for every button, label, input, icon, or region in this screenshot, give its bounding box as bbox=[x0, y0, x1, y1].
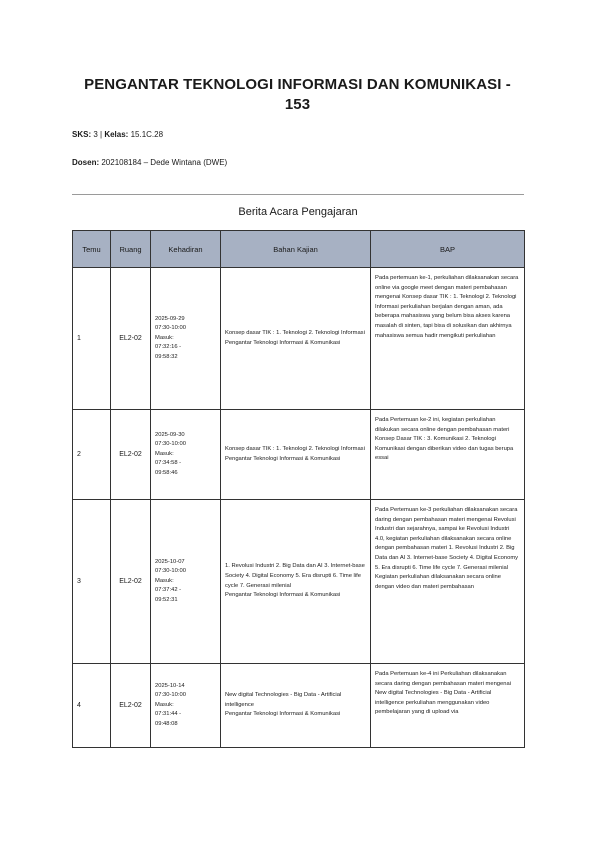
divider bbox=[72, 194, 524, 195]
temu-cell: 1 bbox=[73, 268, 111, 410]
sks-label: SKS: bbox=[72, 130, 92, 139]
temu-cell: 2 bbox=[73, 410, 111, 500]
kelas-label: Kelas: bbox=[104, 130, 129, 139]
bahan-kajian-cell: Konsep dasar TIK : 1. Teknologi 2. Teknologi Informasi Pengantar Teknologi Informasi & Komunikasi bbox=[221, 268, 371, 410]
dosen-label: Dosen: bbox=[72, 158, 100, 167]
course-info bbox=[72, 130, 163, 139]
kehadiran-cell: 2025-10-07 07:30-10:00 Masuk: 07:37:42 - 09:52:31 bbox=[151, 500, 221, 664]
table-row bbox=[73, 500, 525, 664]
kehadiran-cell: 2025-09-29 07:30-10:00 Masuk: 07:32:16 - 09:58:32 bbox=[151, 268, 221, 410]
teaching-record-table bbox=[72, 230, 525, 748]
bap-cell: Pada Pertemuan ke-4 ini Perkuliahan dilaksanakan secara daring dengan pembahasan materi mengenai New digital Technologies - Big Data - Artificial intelligence perkuliahan menggunakan video pembelajaran yang di upload via bbox=[371, 664, 525, 748]
kehadiran-cell: 2025-10-14 07:30-10:00 Masuk: 07:31:44 - 09:48:08 bbox=[151, 664, 221, 748]
header-temu: Temu bbox=[73, 231, 111, 268]
lecturer-info bbox=[72, 158, 227, 167]
bap-cell: Pada Pertemuan ke-2 ini, kegiatan perkuliahan dilakukan secara online dengan pembahasan materi Konsep Dasar TIK : 3. Komunikasi 2. Teknologi Komunikasi dengan diberikan video dan tugas berupa essai bbox=[371, 410, 525, 500]
header-bahan-kajian: Bahan Kajian bbox=[221, 231, 371, 268]
kelas-value: 15.1C.28 bbox=[128, 130, 164, 139]
table-row bbox=[73, 268, 525, 410]
course-title: PENGANTAR TEKNOLOGI INFORMASI DAN KOMUNIKASI - 153 bbox=[84, 76, 511, 113]
ruang-cell: EL2-02 bbox=[111, 500, 151, 664]
bahan-kajian-cell: 1. Revolusi Industri 2. Big Data dan AI 3. Internet-base Society 4. Digital Economy 5. Era disrupti 6. Time life cycle 7. Generasi milenial Pengantar Teknologi Informasi & Komunikasi bbox=[221, 500, 371, 664]
table-header-row bbox=[73, 231, 525, 268]
dosen-value: 202108184 – Dede Wintana (DWE) bbox=[99, 158, 228, 167]
kehadiran-cell: 2025-09-30 07:30-10:00 Masuk: 07:34:58 - 09:58:46 bbox=[151, 410, 221, 500]
table-row bbox=[73, 664, 525, 748]
header-kehadiran: Kehadiran bbox=[151, 231, 221, 268]
bahan-kajian-cell: New digital Technologies - Big Data - Artificial intelligence Pengantar Teknologi Informasi & Komunikasi bbox=[221, 664, 371, 748]
header-ruang: Ruang bbox=[111, 231, 151, 268]
ruang-cell: EL2-02 bbox=[111, 410, 151, 500]
section-title: Berita Acara Pengajaran bbox=[238, 206, 358, 218]
bahan-kajian-cell: Konsep dasar TIK : 1. Teknologi 2. Teknologi Informasi Pengantar Teknologi Informasi & Komunikasi bbox=[221, 410, 371, 500]
ruang-cell: EL2-02 bbox=[111, 268, 151, 410]
bap-cell: Pada Pertemuan ke-3 perkuliahan dilaksanakan secara daring dengan pembahasan materi mengenai Revolusi Industri dan sejarahnya, sampai ke Revolusi Industri 4.0, kegiatan perkuliahan dilaksanakan secara online dengan pembahasan materi 1. Revolusi Industri 2. Big Data dan AI 3. Internet-base Society 4. Digital Economy 5. Era disrupti 6. Time life cycle 7. Generasi milenial Kegiatan perkuliahan dilaksanakan secara online dengan video dan materi pembahasan bbox=[371, 500, 525, 664]
header-bap: BAP bbox=[371, 231, 525, 268]
table-row bbox=[73, 410, 525, 500]
temu-cell: 4 bbox=[73, 664, 111, 748]
temu-cell: 3 bbox=[73, 500, 111, 664]
sks-value: 3 | bbox=[91, 130, 105, 139]
bap-cell: Pada pertemuan ke-1, perkuliahan dilaksanakan secara online via google meet dengan materi pembahasan mengenai Konsep dasar TIK : 1. Teknologi 2. Teknologi Informasi perkuliahan berjalan dengan aman, ada beberapa mahasiswa yang belum bisa akses karena masalah di sinten, tapi bisa di solusikan dan akhirnya mahasiswa semua hadir mengikuti perkuliahan bbox=[371, 268, 525, 410]
ruang-cell: EL2-02 bbox=[111, 664, 151, 748]
